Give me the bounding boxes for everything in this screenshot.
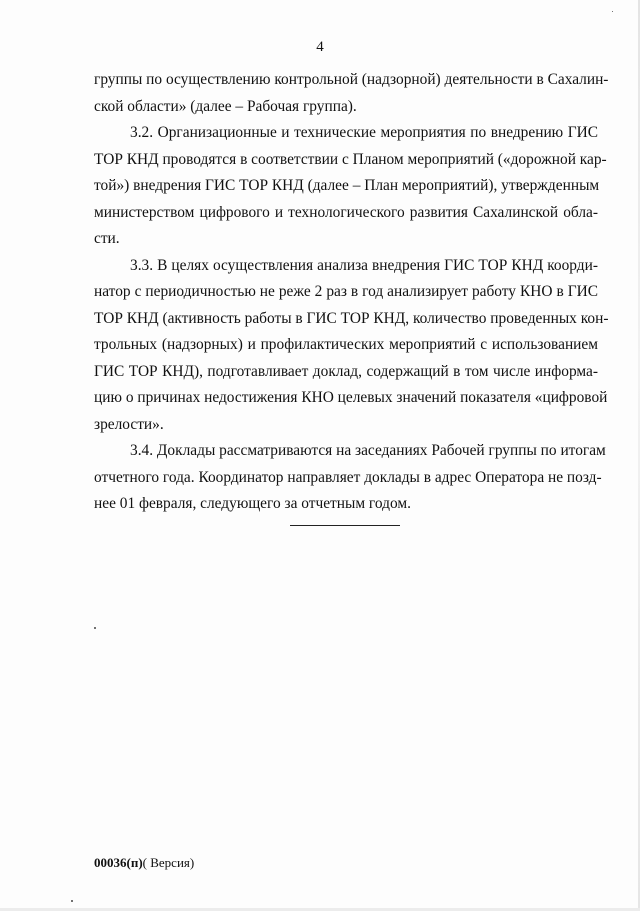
text-line: сти. <box>94 230 120 247</box>
page-number: 4 <box>316 39 324 55</box>
text-line: 3.2. Организационные и технические мероприятия по внедрению ГИС <box>130 124 598 141</box>
end-of-text-divider <box>290 525 400 526</box>
text-line: трольных (надзорных) и профилактических мероприятий с использованием <box>94 336 598 353</box>
text-line: нее 01 февраля, следующего за отчетным годом. <box>94 495 411 512</box>
text-line: 3.4. Доклады рассматриваются на заседаниях Рабочей группы по итогам <box>130 442 606 459</box>
text-line: ТОР КНД (активность работы в ГИС ТОР КНД, количество проведенных кон- <box>94 309 609 327</box>
text-line: министерством цифрового и технологического развития Сахалинской обла- <box>94 203 598 221</box>
text-line: зрелости». <box>94 415 164 433</box>
text-line: натор с периодичностью не реже 2 раз в год анализирует работу КНО в ГИС <box>94 283 598 300</box>
paragraph-3-3 <box>94 253 609 439</box>
text-line: цию о причинах недостижения КНО целевых значений показателя «цифровой <box>94 389 608 406</box>
scan-speck <box>94 627 96 629</box>
scan-speck <box>612 11 613 12</box>
text-line: ской области» (далее – Рабочая группа). <box>94 97 357 115</box>
text-line: 3.3. В целях осуществления анализа внедрения ГИС ТОР КНД коорди- <box>130 256 598 274</box>
paragraph-3-2 <box>94 120 607 253</box>
footer-document-code: 00036(п) <box>94 855 143 870</box>
text-line: той») внедрения ГИС ТОР КНД (далее – План мероприятий), утвержденным <box>94 177 600 194</box>
text-line: ТОР КНД проводятся в соответствии с Планом мероприятий («дорожной кар- <box>94 150 607 168</box>
paragraph-continuation <box>94 67 609 120</box>
footer-version-label: ( Версия) <box>142 855 195 870</box>
text-line: группы по осуществлению контрольной (надзорной) деятельности в Сахалин- <box>94 71 609 88</box>
text-line: ГИС ТОР КНД), подготавливает доклад, содержащий в том числе информа- <box>94 362 598 380</box>
document-body <box>94 67 609 518</box>
scan-speck <box>71 900 73 902</box>
paragraph-3-4 <box>94 438 606 518</box>
document-footer <box>94 855 194 871</box>
text-line: отчетного года. Координатор направляет доклады в адрес Оператора не позд- <box>94 468 602 486</box>
